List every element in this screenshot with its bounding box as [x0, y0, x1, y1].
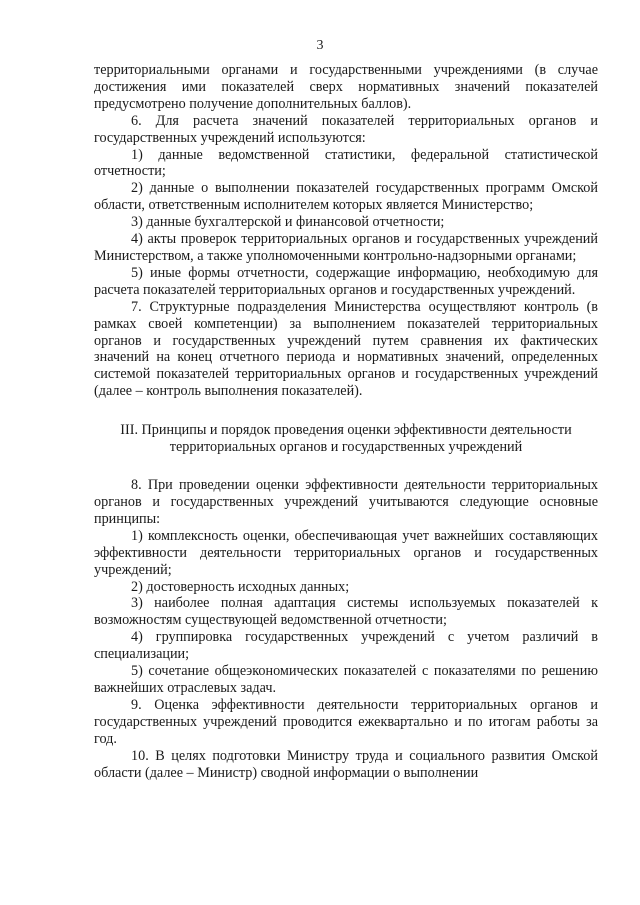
- list-item-6-4: 4) акты проверок территориальных органов и государственных учреждений Министерством, а также уполномоченными контрольно-надзорными органами;: [94, 231, 598, 264]
- list-item-6-1: 1) данные ведомственной статистики, федеральной статистической отчетности;: [94, 146, 598, 180]
- paragraph-6: 6. Для расчета значений показателей территориальных органов и государственных учреждений используются:: [94, 112, 598, 146]
- list-item-8-3: 3) наиболее полная адаптация системы используемых показателей к возможностям существующей ведомственной отчетности;: [94, 595, 598, 629]
- list-item-8-1: 1) комплексность оценки, обеспечивающая учет важнейших составляющих эффективности деятельности территориальных органов и государственных учреждений;: [94, 527, 598, 578]
- page-number: 3: [316, 38, 324, 53]
- paragraph-10: 10. В целях подготовки Министру труда и социального развития Омской области (далее – Министр) сводной информации о выполнении: [94, 747, 598, 781]
- list-item-8-4: 4) группировка государственных учреждений с учетом различий в специализации;: [94, 629, 598, 663]
- section-heading-3: III. Принципы и порядок проведения оценки эффективности деятельности территориальных органов и государственных учреждений: [120, 422, 572, 456]
- list-item-8-2: 2) достоверность исходных данных;: [131, 578, 350, 595]
- list-item-6-2: 2) данные о выполнении показателей государственных программ Омской области, ответственным исполнителем которых является Министерство;: [94, 180, 598, 214]
- paragraph-8: 8. При проведении оценки эффективности деятельности территориальных органов и государственных учреждений учитываются следующие основные принципы:: [94, 477, 598, 527]
- paragraph-9: 9. Оценка эффективности деятельности территориальных органов и государственных учреждений проводится ежеквартально и по итогам работы за год.: [94, 696, 598, 747]
- list-item-6-5: 5) иные формы отчетности, содержащие информацию, необходимую для расчета показателей территориальных органов и государственных учреждений.: [94, 264, 598, 298]
- paragraph-7: 7. Структурные подразделения Министерства осуществляют контроль (в рамках своей компетенции) за выполнением показателей территориальных органов и государственных учреждений путем сравнения их фактических значений на конец отчетного периода и нормативных значений, определенных системой показателей территориальных органов и государственных учреждений (далее – контроль выполнения показателей).: [94, 298, 598, 400]
- paragraph-continuation: территориальными органами и государственными учреждениями (в случае достижения ими показателей сверх нормативных значений показателей предусмотрено получение дополнительных баллов).: [94, 62, 598, 112]
- list-item-8-5: 5) сочетание общеэкономических показателей с показателями по решению важнейших отраслевых задач.: [94, 663, 598, 696]
- document-body: [94, 62, 598, 781]
- list-item-6-3: 3) данные бухгалтерской и финансовой отчетности;: [131, 214, 445, 231]
